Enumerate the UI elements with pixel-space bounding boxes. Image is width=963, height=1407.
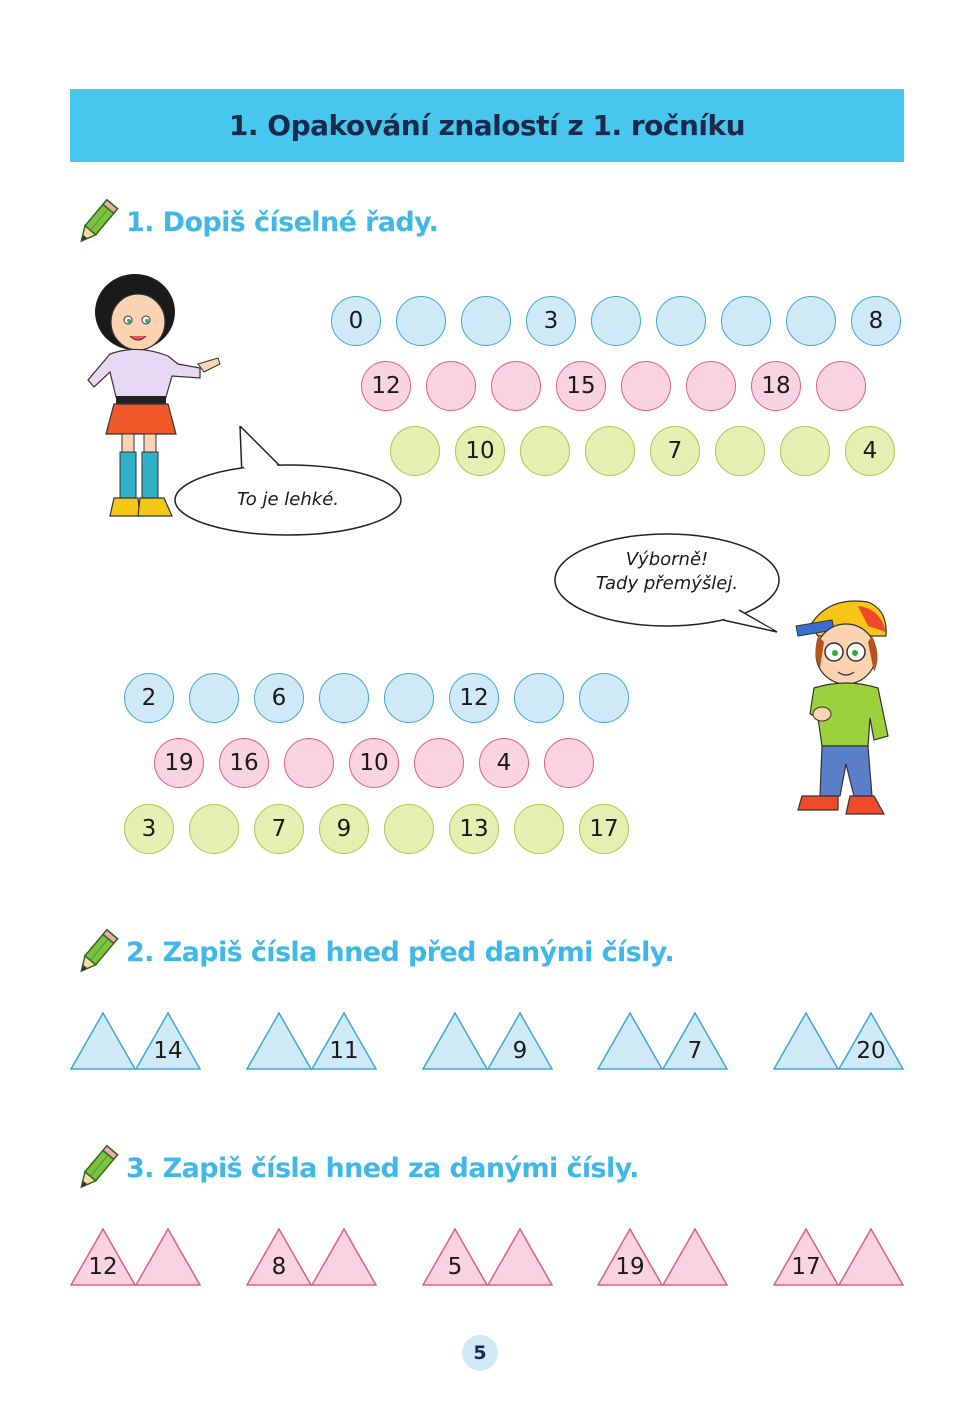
empty-number-circle[interactable]	[686, 361, 736, 411]
triangle-pair[interactable]	[422, 1227, 553, 1287]
empty-number-circle[interactable]	[591, 296, 641, 346]
empty-number-circle[interactable]	[514, 673, 564, 723]
triangle-pair[interactable]	[246, 1227, 377, 1287]
number-circle: 4	[479, 738, 529, 788]
number-circle: 19	[154, 738, 204, 788]
number-circle: 8	[851, 296, 901, 346]
triangle-number: 14	[153, 1038, 183, 1064]
number-circle: 18	[751, 361, 801, 411]
number-circle: 6	[254, 673, 304, 723]
number-circle: 7	[650, 426, 700, 476]
task-3-title: 3. Zapiš čísla hned za danými čísly.	[126, 1152, 639, 1184]
pencil-icon	[70, 196, 122, 248]
number-circle: 3	[124, 804, 174, 854]
boy-illustration	[788, 596, 898, 826]
chapter-title: 1. Opakování znalostí z 1. ročníku	[228, 109, 746, 142]
empty-number-circle[interactable]	[786, 296, 836, 346]
empty-number-circle[interactable]	[656, 296, 706, 346]
task-3-heading	[70, 1142, 639, 1194]
pencil-icon	[70, 1142, 122, 1194]
boy-speech-bubble	[553, 528, 781, 636]
number-circle: 7	[254, 804, 304, 854]
triangle-pair[interactable]	[246, 1011, 377, 1071]
number-circle: 4	[845, 426, 895, 476]
triangle-pair[interactable]	[773, 1227, 904, 1287]
triangle-pair[interactable]	[70, 1227, 201, 1287]
empty-number-circle[interactable]	[715, 426, 765, 476]
number-circle: 10	[349, 738, 399, 788]
pencil-icon	[70, 926, 122, 978]
empty-number-circle[interactable]	[780, 426, 830, 476]
empty-number-circle[interactable]	[189, 804, 239, 854]
task-1-title: 1. Dopiš číselné řady.	[126, 206, 439, 238]
triangle-pair[interactable]	[597, 1011, 728, 1071]
empty-number-circle[interactable]	[514, 804, 564, 854]
empty-number-circle[interactable]	[816, 361, 866, 411]
task-2-title: 2. Zapiš čísla hned před danými čísly.	[126, 936, 674, 968]
triangle-number: 17	[791, 1254, 821, 1280]
empty-number-circle[interactable]	[426, 361, 476, 411]
empty-number-circle[interactable]	[461, 296, 511, 346]
empty-number-circle[interactable]	[414, 738, 464, 788]
number-circle: 9	[319, 804, 369, 854]
triangle-number: 7	[687, 1038, 703, 1064]
number-circle: 15	[556, 361, 606, 411]
triangle-number: 8	[271, 1254, 287, 1280]
triangle-number: 12	[88, 1254, 118, 1280]
number-circle: 3	[526, 296, 576, 346]
empty-number-circle[interactable]	[384, 804, 434, 854]
number-circle: 0	[331, 296, 381, 346]
boy-bubble-line-1: Výborně!	[625, 549, 709, 570]
triangle-number: 9	[512, 1038, 528, 1064]
triangle-pair[interactable]	[70, 1011, 201, 1071]
empty-number-circle[interactable]	[621, 361, 671, 411]
triangle-pair[interactable]	[597, 1227, 728, 1287]
girl-bubble-text: To je lehké.	[236, 489, 339, 510]
task-1-heading	[70, 196, 438, 248]
empty-number-circle[interactable]	[491, 361, 541, 411]
empty-number-circle[interactable]	[319, 673, 369, 723]
empty-number-circle[interactable]	[544, 738, 594, 788]
number-circle: 13	[449, 804, 499, 854]
empty-number-circle[interactable]	[384, 673, 434, 723]
triangle-pair[interactable]	[422, 1011, 553, 1071]
boy-bubble-line-2: Tady přemýšlej.	[595, 573, 739, 594]
empty-number-circle[interactable]	[284, 738, 334, 788]
empty-number-circle[interactable]	[520, 426, 570, 476]
triangle-number: 11	[329, 1038, 359, 1064]
number-circle: 2	[124, 673, 174, 723]
number-circle: 16	[219, 738, 269, 788]
number-circle: 17	[579, 804, 629, 854]
empty-number-circle[interactable]	[189, 673, 239, 723]
empty-number-circle[interactable]	[396, 296, 446, 346]
triangle-number: 19	[615, 1254, 645, 1280]
girl-speech-bubble	[172, 426, 404, 538]
number-circle: 12	[449, 673, 499, 723]
number-circle: 12	[361, 361, 411, 411]
triangle-number: 20	[856, 1038, 886, 1064]
chapter-banner	[70, 89, 904, 162]
empty-number-circle[interactable]	[721, 296, 771, 346]
triangle-pair[interactable]	[773, 1011, 904, 1071]
number-circle: 10	[455, 426, 505, 476]
task-2-heading	[70, 926, 674, 978]
empty-number-circle[interactable]	[390, 426, 440, 476]
empty-number-circle[interactable]	[585, 426, 635, 476]
empty-number-circle[interactable]	[579, 673, 629, 723]
page-number: 5	[462, 1335, 498, 1371]
triangle-number: 5	[447, 1254, 463, 1280]
